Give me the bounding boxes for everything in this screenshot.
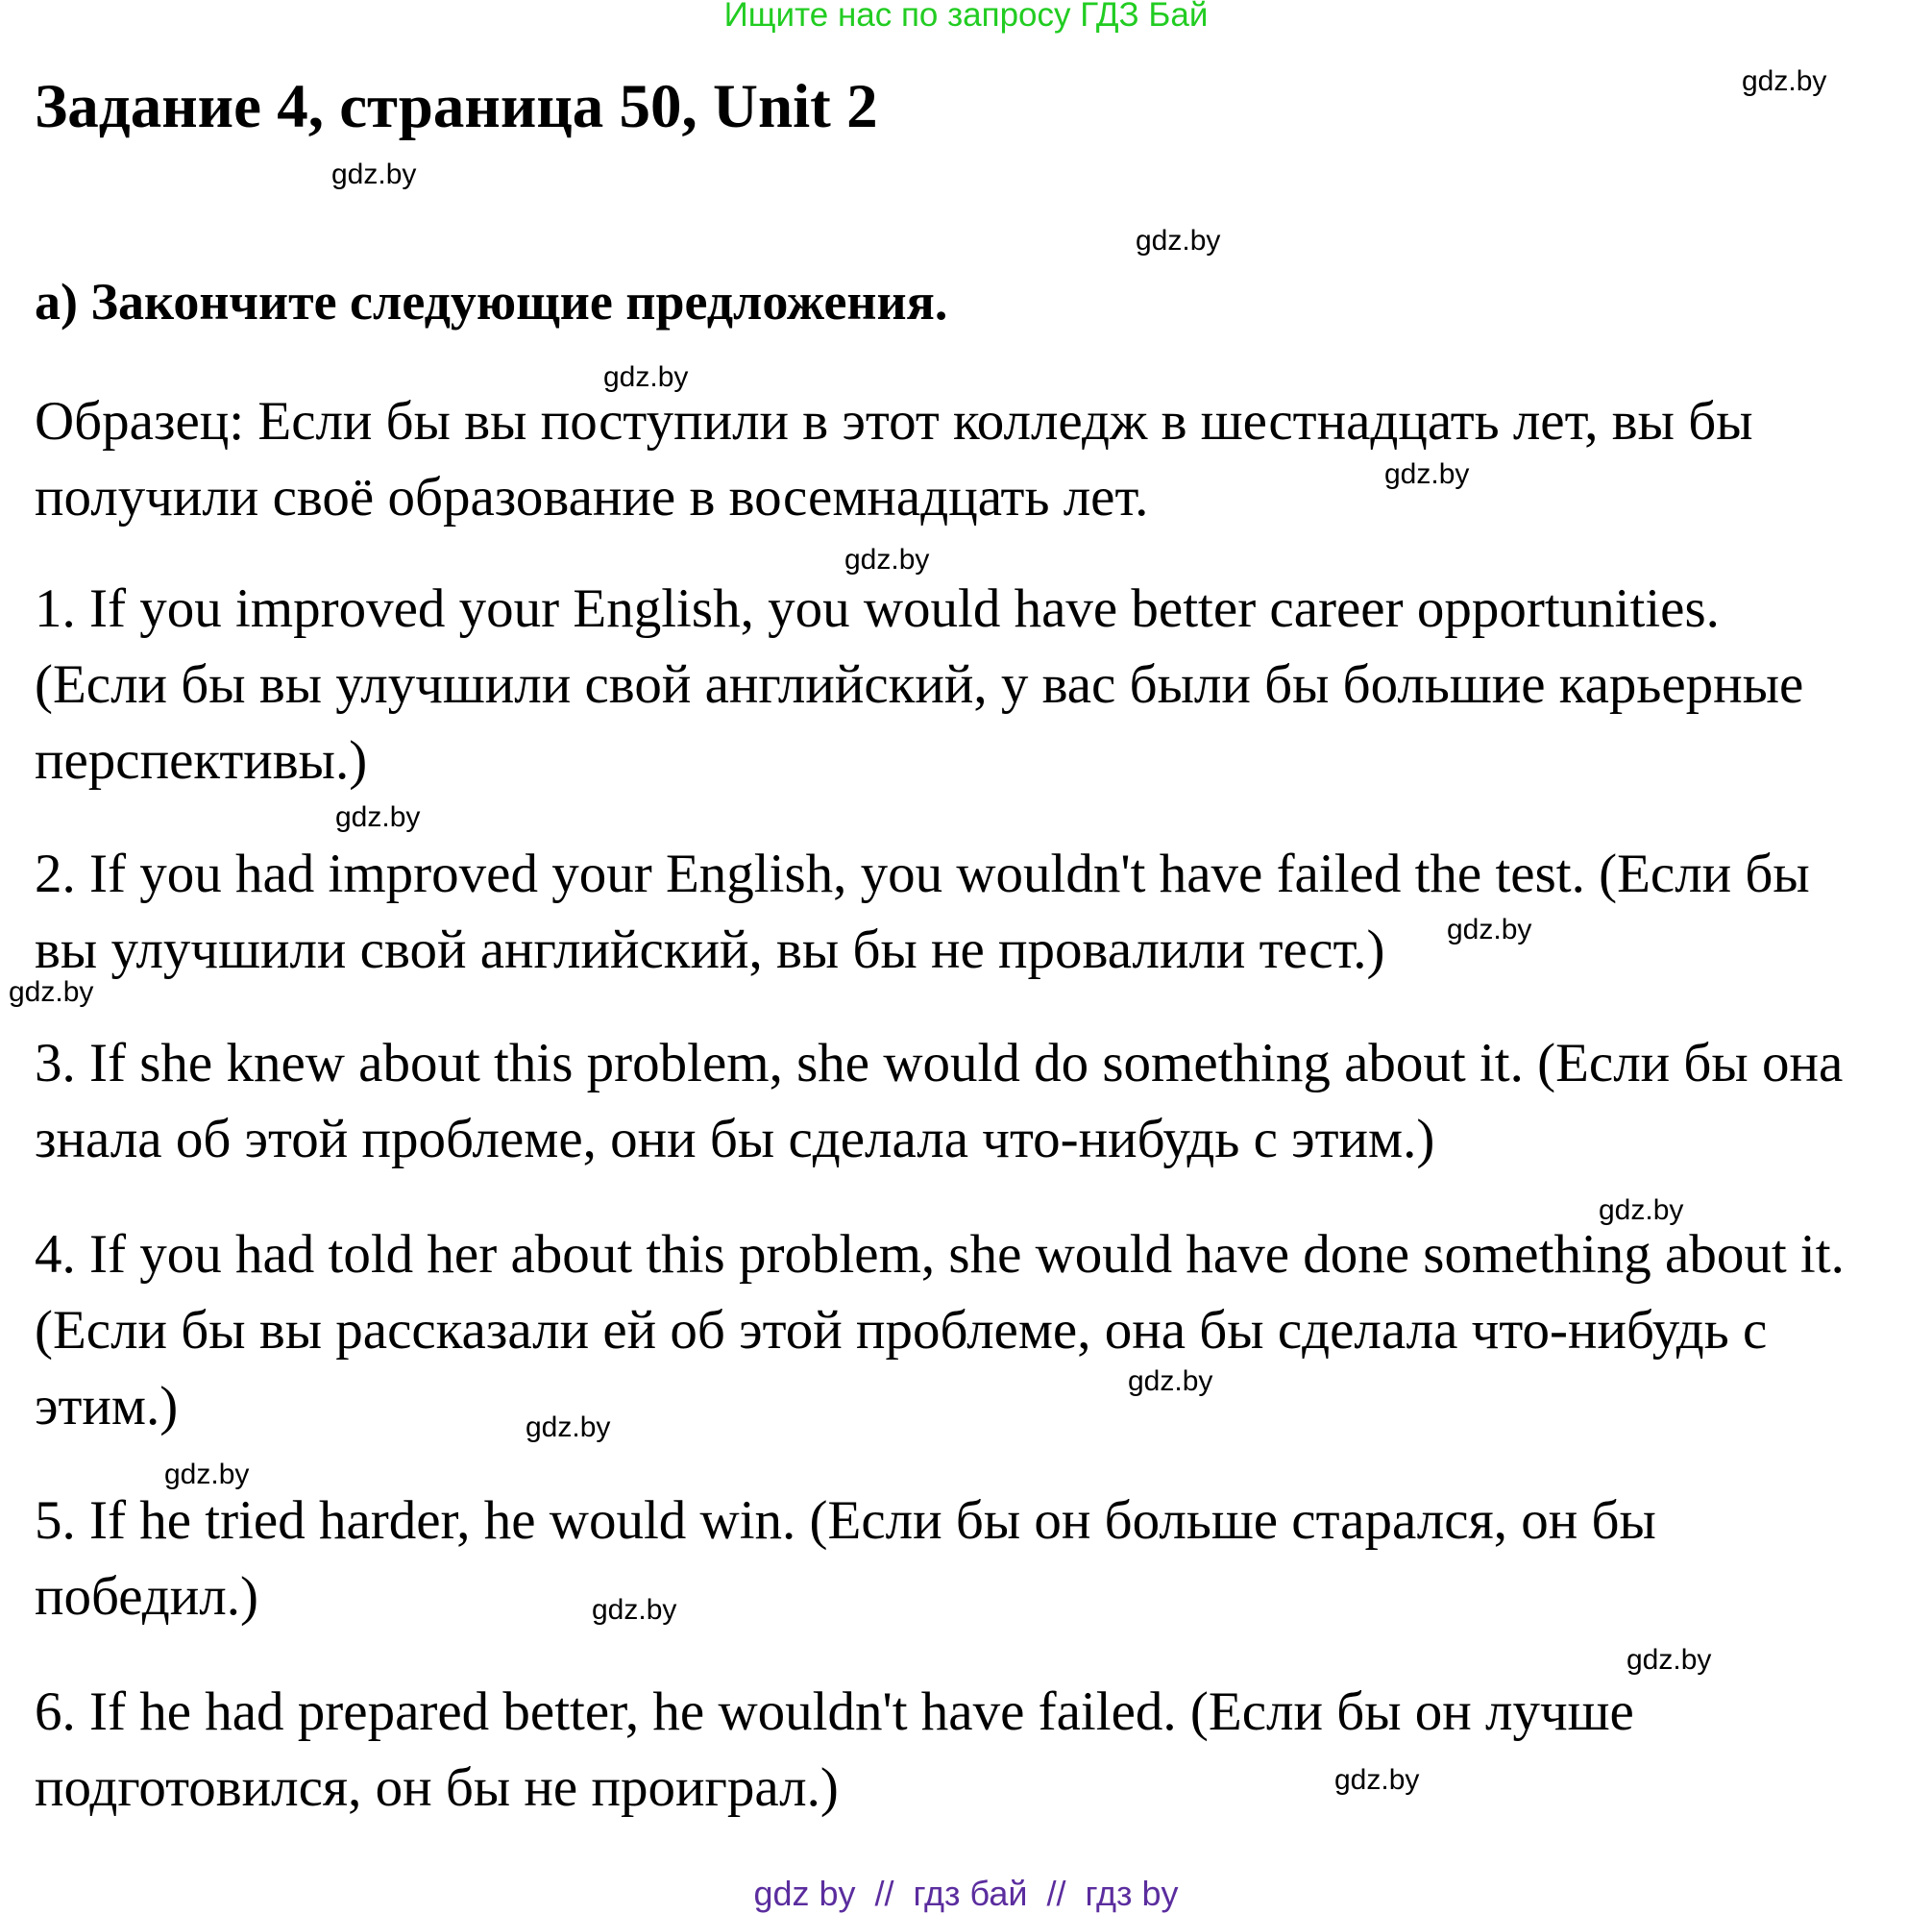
answer-item-6 — [35, 1674, 1634, 1826]
example-paragraph — [35, 383, 1753, 535]
text-line: 6. If he had prepared better, he wouldn't have failed. (Если бы он лучше — [35, 1681, 1634, 1742]
text-line: 5. If he tried harder, he would win. (Если бы он больше старался, он бы — [35, 1490, 1656, 1551]
answer-item-4 — [35, 1216, 1845, 1444]
watermark: gdz.by — [1136, 225, 1221, 257]
watermark: gdz.by — [331, 159, 417, 190]
answer-item-5 — [35, 1483, 1656, 1634]
task-subtitle: а) Закончите следующие предложения. — [35, 273, 948, 331]
watermark: gdz.by — [603, 361, 689, 393]
answer-item-1 — [35, 571, 1803, 798]
watermark: gdz.by — [1626, 1644, 1712, 1676]
watermark: gdz.by — [1128, 1365, 1213, 1397]
text-line: (Если бы вы улучшили свой английский, у вас были бы большие карьерные — [35, 654, 1804, 715]
watermark: gdz.by — [1334, 1764, 1420, 1796]
watermark: gdz.by — [1599, 1194, 1684, 1226]
text-line: Образец: Если бы вы поступили в этот колледж в шестнадцать лет, вы бы — [35, 391, 1753, 452]
text-line: этим.) — [35, 1376, 179, 1436]
watermark: gdz.by — [9, 976, 94, 1008]
watermark: gdz.by — [526, 1411, 611, 1443]
page-title: Задание 4, страница 50, Unit 2 — [35, 72, 878, 141]
watermark: gdz.by — [592, 1594, 677, 1626]
watermark: gdz.by — [1384, 458, 1470, 490]
text-line: победил.) — [35, 1566, 258, 1627]
text-line: знала об этой проблеме, они бы сделала что-нибудь с этим.) — [35, 1109, 1435, 1169]
footer-links: gdz by // гдз бай // гдз by — [753, 1874, 1179, 1913]
text-line: подготовился, он бы не проиграл.) — [35, 1757, 839, 1818]
answer-item-2 — [35, 836, 1810, 988]
text-line: 4. If you had told her about this problem, she would have done something about it. — [35, 1224, 1845, 1285]
text-line: (Если бы вы рассказали ей об этой проблеме, она бы сделала что-нибудь с — [35, 1300, 1768, 1361]
answer-item-3 — [35, 1025, 1843, 1177]
text-line: 1. If you improved your English, you would have better career opportunities. — [35, 578, 1720, 639]
text-line: 2. If you had improved your English, you wouldn't have failed the test. (Если бы — [35, 844, 1810, 904]
text-line: 3. If she knew about this problem, she would do something about it. (Если бы она — [35, 1033, 1844, 1093]
text-line: перспективы.) — [35, 730, 368, 791]
watermark: gdz.by — [164, 1459, 250, 1490]
search-banner: Ищите нас по запросу ГДЗ Бай — [723, 0, 1209, 34]
text-line: вы улучшили свой английский, вы бы не провалили тест.) — [35, 920, 1385, 980]
watermark: gdz.by — [1447, 914, 1532, 945]
watermark: gdz.by — [844, 544, 930, 576]
text-line: получили своё образование в восемнадцать лет. — [35, 467, 1149, 528]
watermark: gdz.by — [1742, 65, 1827, 97]
watermark: gdz.by — [335, 801, 421, 833]
